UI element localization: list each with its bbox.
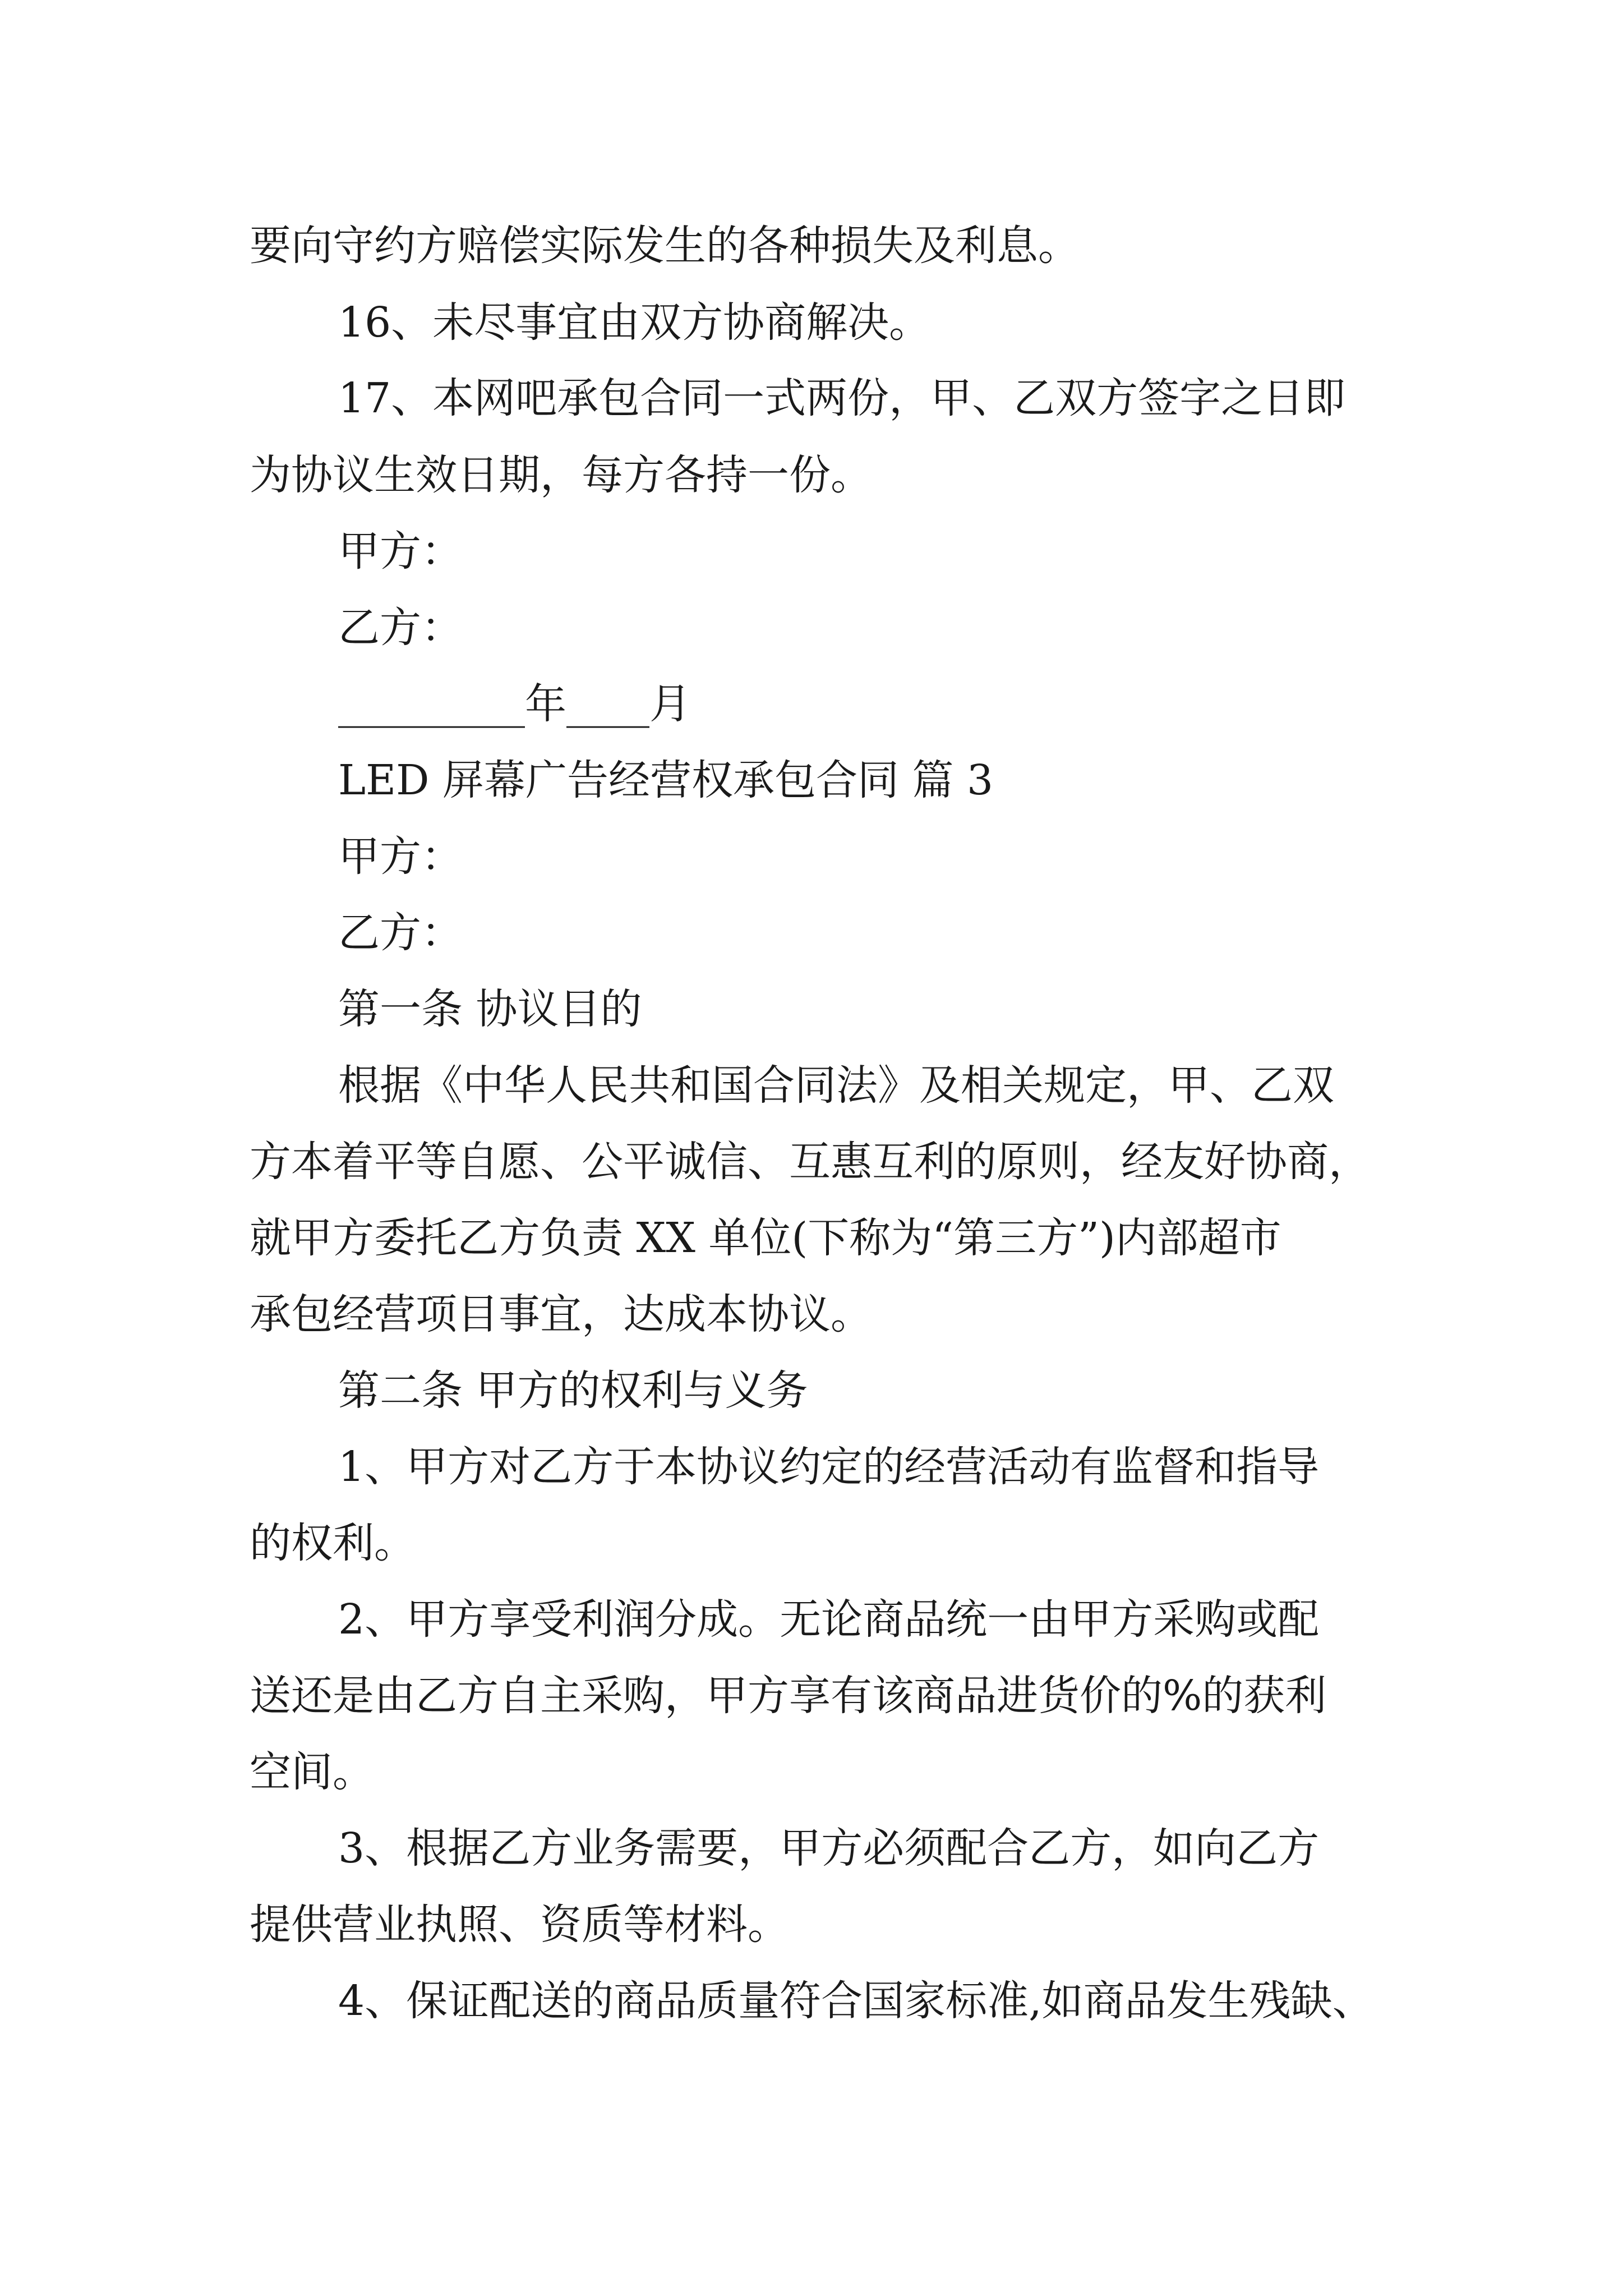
signature-label-party-a: 甲方： (338, 527, 463, 576)
section-title: LED 屏幕广告经营权承包合同 篇 3 (338, 756, 994, 804)
text-line: 承包经营项目事宜，达成本协议。 (250, 1290, 872, 1338)
article-heading: 第一条 协议目的 (338, 985, 642, 1033)
text-line: 为协议生效日期，每方各持一份。 (250, 451, 872, 499)
text-line: 3、根据乙方业务需要，甲方必须配合乙方，如向乙方 (338, 1824, 1320, 1872)
text-line: 1、甲方对乙方于本协议约定的经营活动有监督和指导 (338, 1443, 1320, 1491)
text-line: 方本着平等自愿、公平诚信、互惠互利的原则，经友好协商， (250, 1138, 1370, 1186)
article-heading: 第二条 甲方的权利与义务 (338, 1366, 808, 1415)
text-line: 的权利。 (250, 1519, 416, 1567)
text-line: 就甲方委托乙方负责 XX 单位(下称为“第三方”)内部超市 (250, 1214, 1281, 1262)
text-line: 16、未尽事宜由双方协商解决。 (338, 298, 931, 347)
text-line: 4、保证配送的商品质量符合国家标准,如商品发生残缺、 (338, 1977, 1374, 2025)
text-line: 要向守约方赔偿实际发生的各种损失及利息。 (250, 222, 1080, 270)
text-line: 17、本网吧承包合同一式两份，甲、乙双方签字之日即 (338, 374, 1346, 422)
party-a-label: 甲方： (338, 832, 463, 881)
text-line: 提供营业执照、资质等材料。 (250, 1901, 789, 1949)
text-line: 根据《中华人民共和国合同法》及相关规定，甲、乙双 (338, 1061, 1334, 1110)
date-line: _________年____月 (338, 680, 691, 728)
party-b-label: 乙方： (338, 909, 463, 957)
text-line: 空间。 (250, 1748, 374, 1796)
text-line: 送还是由乙方自主采购，甲方享有该商品进货价的%的获利 (250, 1672, 1327, 1720)
text-line: 2、甲方享受利润分成。无论商品统一由甲方采购或配 (338, 1595, 1320, 1644)
signature-label-party-b: 乙方： (338, 604, 463, 652)
